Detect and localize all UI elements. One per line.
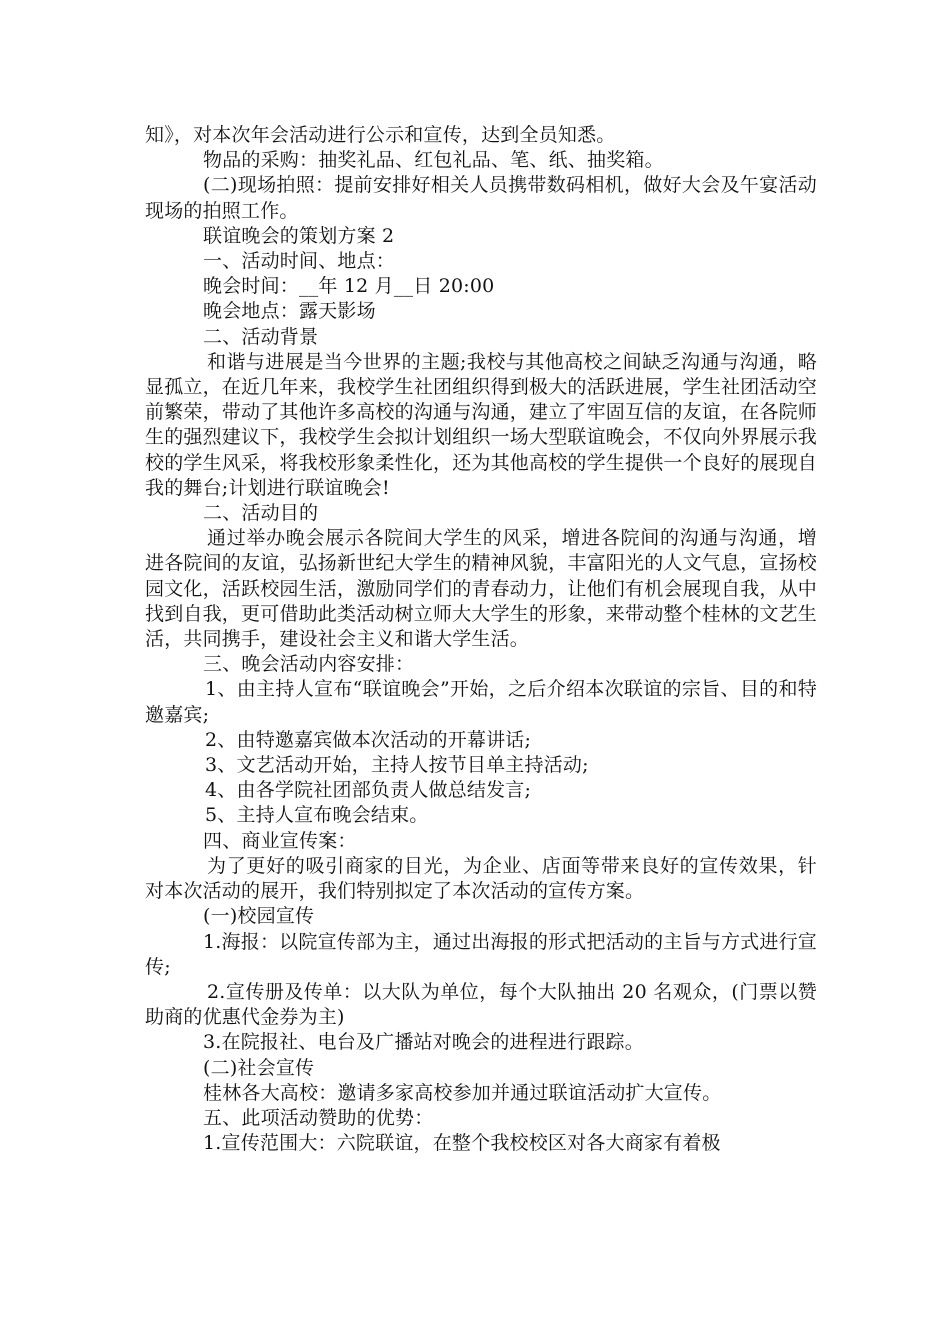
list-item: 2、由特邀嘉宾做本次活动的开幕讲话; (205, 728, 532, 751)
section-title: 联谊晚会的策划方案 2 (203, 224, 395, 247)
paragraph: 为了更好的吸引商家的目光，为企业、店面等带来良好的宣传效果，针对本次活动的展开，我们特别拟定了本次活动的宣传方案。 (145, 854, 817, 903)
heading: 五、此项活动赞助的优势： (203, 1106, 434, 1129)
document-body (145, 123, 817, 1156)
list-item: 2.宣传册及传单：以大队为单位，每个大队抽出 20 名观众，(门票以赞助商的优惠代金券为主) (145, 980, 817, 1029)
paragraph: 桂林各大高校：邀请多家高校参加并通过联谊活动扩大宣传。 (203, 1081, 722, 1104)
list-item: 3、文艺活动开始，主持人按节目单主持活动; (205, 754, 589, 777)
list-item: 5、主持人宣布晚会结束。 (205, 804, 429, 827)
list-item: 1.海报：以院宣传部为主，通过出海报的形式把活动的主旨与方式进行宣传; (145, 930, 817, 978)
paragraph: 通过举办晚会展示各院间大学生的风采，增进各院间的沟通与沟通，增进各院间的友谊，弘扬新世纪大学生的精神风貌，丰富阳光的人文气息，宣扬校园文化，活跃校园生活，激励同学们的青春动力，让他们有机会展现自我，从中找到自我，更可借助此类活动树立师大大学生的形象，来带动整个桂林的文艺生活，共同携手，建设社会主义和谐大学生活。 (145, 527, 818, 651)
heading: (一)校园宣传 (203, 905, 315, 928)
heading: 二、活动背景 (203, 325, 319, 348)
paragraph: (二)现场拍照：提前安排好相关人员携带数码相机，做好大会及午宴活动现场的拍照工作。 (145, 174, 817, 222)
list-item: 4、由各学院社团部负责人做总结发言; (205, 779, 532, 802)
heading: 一、活动时间、地点： (203, 250, 396, 273)
list-item: 1、由主持人宣布“联谊晚会”开始，之后介绍本次联谊的宗旨、目的和特邀嘉宾; (145, 678, 817, 726)
heading: 四、商业宣传案： (203, 829, 357, 852)
paragraph: 物品的采购：抽奖礼品、红包礼品、笔、纸、抽奖箱。 (203, 149, 664, 172)
heading: 二、活动目的 (203, 502, 319, 525)
paragraph: 晚会地点：露天影场 (203, 300, 376, 323)
heading: (二)社会宣传 (203, 1056, 315, 1079)
list-item: 3.在院报社、电台及广播站对晚会的进程进行跟踪。 (203, 1031, 644, 1054)
paragraph: 知》，对本次年会活动进行公示和宣传，达到全员知悉。 (145, 124, 616, 146)
heading: 三、晚会活动内容安排： (203, 653, 415, 676)
paragraph: 1.宣传范围大：六院联谊，在整个我校校区对各大商家有着极 (203, 1132, 721, 1155)
paragraph: 和谐与进展是当今世界的主题;我校与其他高校之间缺乏沟通与沟通，略显孤立，在近几年来，我校学生社团组织得到极大的活跃进展，学生社团活动空前繁荣，带动了其他许多高校的沟通与沟通，建立了牢固互信的友谊，在各院师生的强烈建议下，我校学生会拟计划组织一场大型联谊晚会，不仅向外界展示我校的学生风采，将我校形象柔性化，还为其他高校的学生提供一个良好的展现自我的舞台;计划进行联谊晚会! (145, 350, 818, 499)
paragraph: 晚会时间：__年 12 月__日 20:00 (203, 275, 495, 298)
